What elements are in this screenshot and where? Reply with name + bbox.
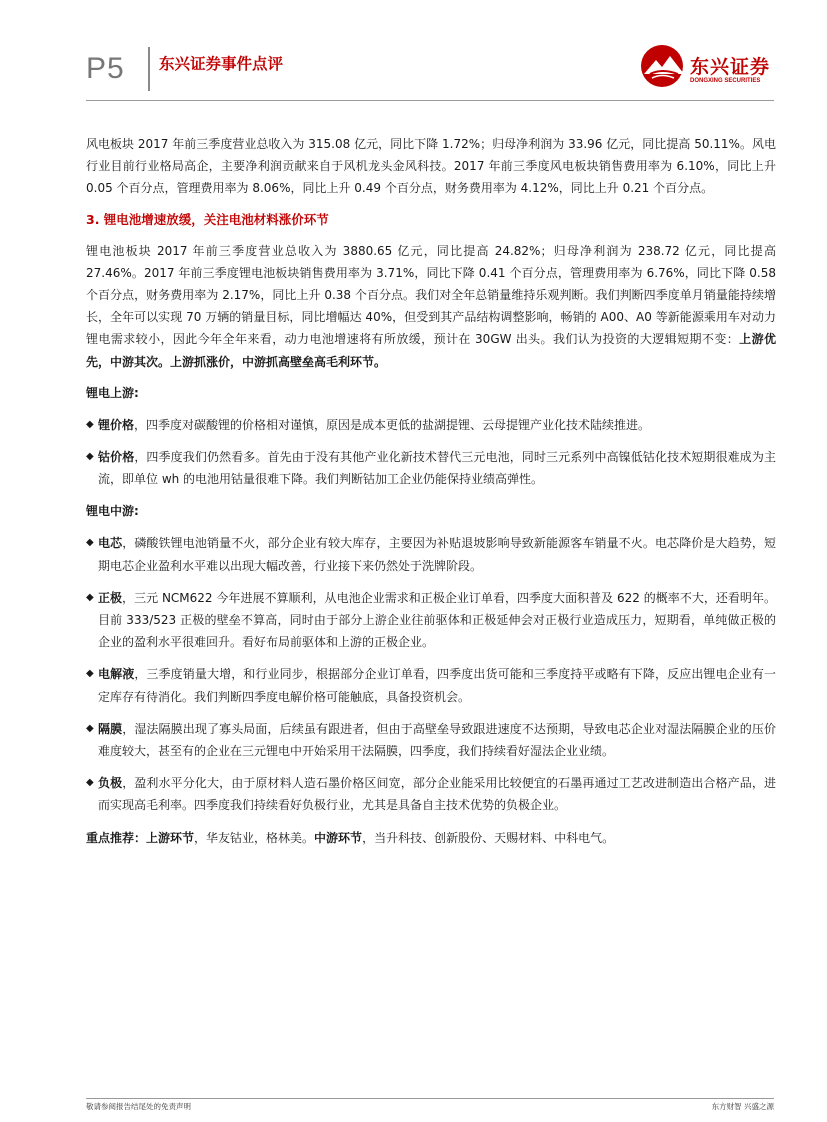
bullet-item-separator [86, 718, 776, 762]
recommend-upstream-label: 上游环节 [146, 830, 195, 845]
bullet-item-cathode [86, 587, 776, 654]
bullet-item-lithium-price [86, 414, 776, 436]
page-header [0, 0, 827, 100]
key-recommendation [86, 827, 776, 849]
midstream-heading: 锂电中游: [86, 504, 139, 519]
lithium-paragraph-conclusion: 上游优先，中游其次。上游抓涨价，中游抓高壁垒高毛利环节。 [86, 332, 776, 369]
logo-text-en: DONGXING SECURITIES [690, 78, 761, 84]
bullet-item-anode [86, 772, 776, 816]
bullet-diamond-icon: ◆ [86, 418, 94, 430]
bullet-item-cell [86, 532, 776, 576]
page-number: P5 [86, 52, 125, 85]
recommend-label: 重点推荐： [86, 830, 147, 845]
section-3-title: 3. 锂电池增速放缓，关注电池材料涨价环节 [86, 211, 329, 227]
recommend-midstream-text: ，当升科技、创新股份、天赐材料、中科电气。 [362, 830, 615, 845]
bullet-term: 电解液 [98, 667, 135, 682]
bullet-diamond-icon: ◆ [86, 451, 94, 463]
lithium-paragraph [86, 240, 776, 373]
header-rule [86, 100, 774, 101]
bullet-text: ，盈利水平分化大，由于原材料人造石墨价格区间宽，部分企业能采用比较便宜的石墨再通过工艺改进制造出合格产品，进而实现高毛利率。四季度我们持续看好负极行业，尤其是具备自主技术优势的负极企业。 [98, 776, 776, 813]
bullet-term: 正极 [98, 590, 123, 605]
header-divider [148, 47, 150, 91]
bullet-text: ，湿法隔膜出现了寡头局面，后续虽有跟进者，但由于高壁垒导致跟进速度不达预期，导致电芯企业对湿法隔膜企业的压价难度较大，甚至有的企业在三元锂电中开始采用干法隔膜，四季度，我们持续看好湿法企业业绩。 [98, 721, 776, 759]
footer-slogan: 东方财智 兴盛之源 [711, 1102, 774, 1111]
recommend-upstream-text: ，华友钴业，格林美。 [194, 830, 315, 845]
bullet-text: ，三元 NCM622 今年进展不算顺利，从电池企业需求和正极企业订单看，四季度大面积普及 622 的概率不大，还看明年。目前 333/523 正极的壁垒不算高，同时由于部分上游企业往前驱体和正极延伸会对正极行业造成压力，短期看，单纯做正极的企业的盈利水平很难回升。看好布局前驱体和上游的正极企业。 [98, 590, 776, 650]
company-logo [640, 44, 775, 94]
bullet-diamond-icon: ◆ [86, 668, 94, 680]
report-type-title: 东兴证券事件点评 [159, 55, 284, 73]
bullet-diamond-icon: ◆ [86, 591, 94, 603]
bullet-item-electrolyte [86, 663, 776, 707]
bullet-item-cobalt-price [86, 446, 776, 490]
bullet-diamond-icon: ◆ [86, 537, 94, 549]
wind-power-paragraph: 风电板块 2017 年前三季度营业总收入为 315.08 亿元，同比下降 1.72%；归母净利润为 33.96 亿元，同比提高 50.11%。风电行业目前行业格局高企，主要净利润贡献来自于风机龙头金风科技。2017 年前三季度风电板块销售费用率为 6.10%，同比上升 0.05 个百分点，管理费用率为 8.06%，同比上升 0.49 个百分点，财务费用率为 4.12%，同比上升 0.21 个百分点。 [86, 137, 776, 196]
bullet-term: 负极 [98, 776, 123, 791]
bullet-text: ，三季度销量大增，和行业同步，根据部分企业订单看，四季度出货可能和三季度持平或略有下降，反应出锂电企业有一定库存有待消化。我们判断四季度电解价格可能触底，具备投资机会。 [98, 667, 776, 704]
bullet-term: 钴价格 [98, 450, 135, 465]
logo-text-cn: 东兴证券 [690, 56, 771, 78]
bullet-diamond-icon: ◆ [86, 722, 94, 734]
bullet-diamond-icon: ◆ [86, 777, 94, 789]
bullet-text: ，四季度对碳酸锂的价格相对谨慎，原因是成本更低的盐湖提锂、云母提锂产业化技术陆续推进。 [134, 417, 651, 432]
bullet-term: 隔膜 [98, 721, 123, 736]
logo-mountain-icon [640, 44, 688, 90]
lithium-paragraph-text: 锂电池板块 2017 年前三季度营业总收入为 3880.65 亿元，同比提高 24.82%；归母净利润为 238.72 亿元，同比提高 27.46%。2017 年前三季度锂电池板块销售费用率为 3.71%，同比下降 0.41 个百分点，管理费用率为 6.76%，同比下降 0.58 个百分点，财务费用率为 2.17%，同比上升 0.38 个百分点。我们对全年总销量维持乐观判断。我们判断四季度单月销量能持续增长，全年可以实现 70 万辆的销量目标，同比增幅达 40%，但受到其产品结构调整影响，畅销的 A00、A0 等新能源乘用车对动力锂电需求较小，因此今年全年来看，动力电池增速将有所放缓，预计在 30GW 出头。我们认为投资的大逻辑短期不变： [86, 243, 776, 347]
footer-rule [86, 1098, 774, 1099]
upstream-heading: 锂电上游: [86, 385, 139, 400]
bullet-text: ，四季度我们仍然看多。首先由于没有其他产业化新技术替代三元电池，同时三元系列中高镍低钴化技术短期很难成为主流，即单位 wh 的电池用钴量很难下降。我们判断钴加工企业仍能保持业绩高弹性。 [98, 450, 776, 487]
bullet-term: 锂价格 [98, 417, 135, 432]
recommend-midstream-label: 中游环节 [314, 830, 363, 845]
bullet-term: 电芯 [98, 536, 123, 551]
bullet-text: ，磷酸铁锂电池销量不火，部分企业有较大库存，主要因为补贴退坡影响导致新能源客车销量不火。电芯降价是大趋势，短期电芯企业盈利水平难以出现大幅改善，行业接下来仍然处于洗牌阶段。 [98, 536, 776, 573]
article-body [86, 133, 776, 849]
disclaimer-note: 敬请参阅报告结尾处的免责声明 [86, 1102, 191, 1111]
